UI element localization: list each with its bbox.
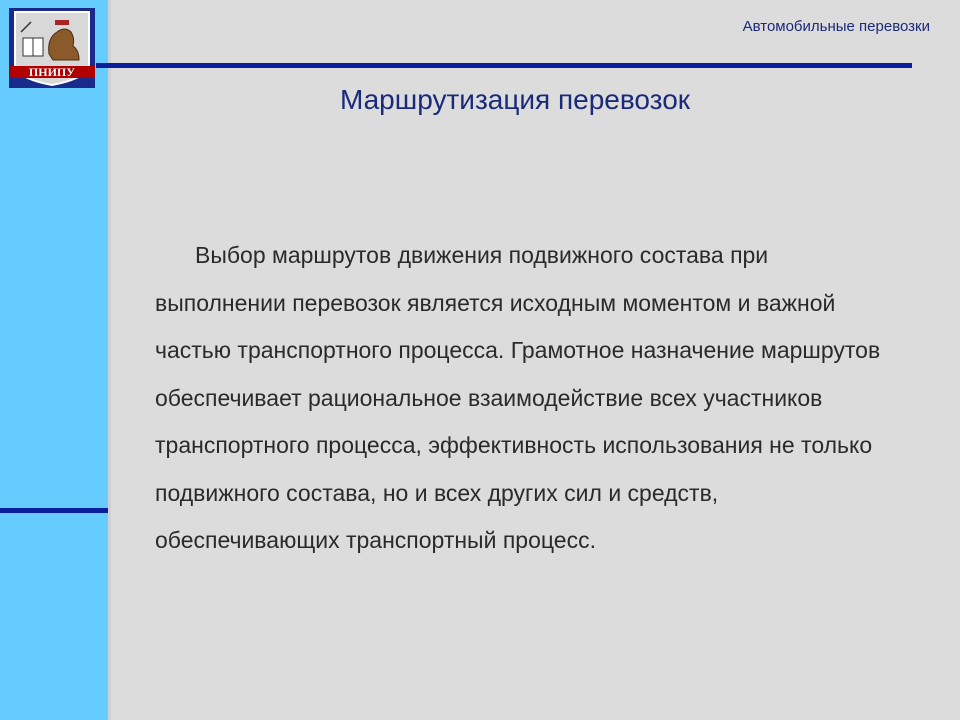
header-divider xyxy=(96,63,912,68)
course-title: Автомобильные перевозки xyxy=(742,18,930,35)
sidebar-edge xyxy=(108,0,111,720)
sidebar-panel xyxy=(0,0,108,720)
university-logo xyxy=(9,8,95,88)
sidebar-divider xyxy=(0,508,108,513)
slide-body-text: Выбор маршрутов движения подвижного состава при выполнении перевозок является исходным моментом и важной частью транспортного процесса. Грамотное назначение маршрутов обеспечивает рациональное взаимодействие всех участников транспортного процесса, эффективность использования не только подвижного состава, но и всех других сил и средств, обеспечивающих транспортный процесс. xyxy=(155,242,881,553)
logo-text: ПНИПУ xyxy=(28,65,76,79)
slide-title: Маршрутизация перевозок xyxy=(339,84,691,115)
